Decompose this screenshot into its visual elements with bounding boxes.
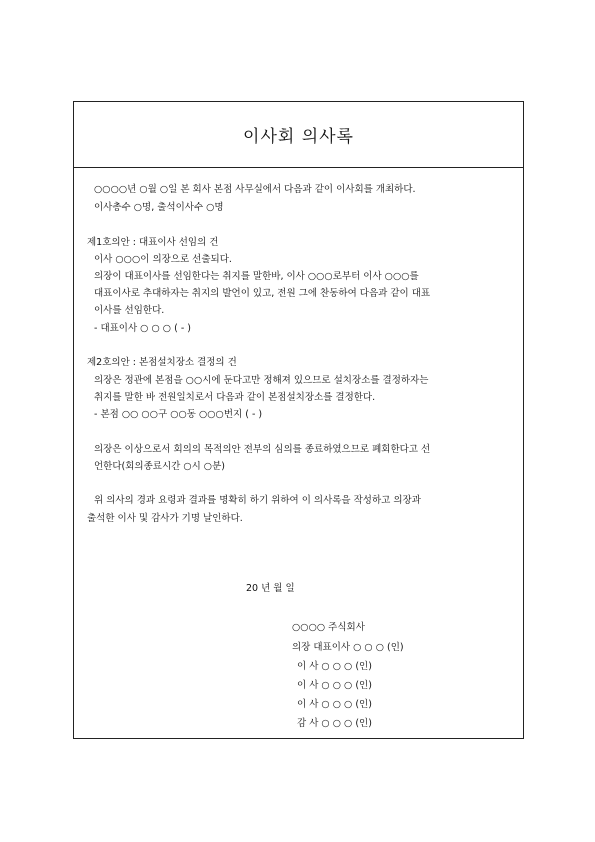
signature-chair: 의장 대표이사 ○ ○ ○ (인) bbox=[292, 642, 404, 653]
signature-director-2: 이 사 ○ ○ ○ (인) bbox=[297, 680, 372, 691]
agenda1-line-5: - 대표이사 ○ ○ ○ ( - ) bbox=[94, 323, 191, 334]
opening-line-2: 이사총수 ○명, 출석이사수 ○명 bbox=[94, 202, 224, 213]
agenda1-line-2: 의장이 대표이사를 선임한다는 취지를 말한바, 이사 ○○○로부터 이사 ○○○를 bbox=[94, 271, 419, 282]
closing-line-1: 의장은 이상으로서 회의의 목적의안 전부의 심의를 종료하였으므로 폐회한다고 선 bbox=[94, 444, 431, 455]
minutes-document bbox=[73, 101, 524, 739]
signature-director-1: 이 사 ○ ○ ○ (인) bbox=[297, 661, 372, 672]
agenda1-heading: 제1호의안 : 대표이사 선임의 건 bbox=[87, 237, 219, 248]
title-box bbox=[74, 102, 523, 168]
signature-auditor: 감 사 ○ ○ ○ (인) bbox=[297, 718, 372, 729]
date-line: 20 년 월 일 bbox=[246, 583, 295, 594]
agenda1-line-1: 이사 ○○○이 의장으로 선출되다. bbox=[94, 254, 232, 265]
agenda1-line-4: 이사를 선임한다. bbox=[94, 305, 165, 316]
agenda2-line-2: 취지를 말한 바 전원일치로서 다음과 같이 본점설치장소를 결정한다. bbox=[94, 392, 376, 403]
document-title: 이사회 의사록 bbox=[243, 127, 354, 147]
closing-line-2: 언한다(회의종료시간 ○시 ○분) bbox=[94, 461, 225, 472]
company-name: ○○○○ 주식회사 bbox=[292, 622, 365, 633]
statement-line-2: 출석한 이사 및 감사가 기명 날인하다. bbox=[87, 513, 243, 524]
agenda2-line-3: - 본점 ○○ ○○구 ○○동 ○○○번지 ( - ) bbox=[94, 409, 263, 420]
agenda2-heading: 제2호의안 : 본점설치장소 결정의 건 bbox=[87, 357, 237, 368]
agenda1-line-3: 대표이사로 추대하자는 취지의 발언이 있고, 전원 그에 찬동하여 다음과 같이 대표 bbox=[94, 288, 431, 299]
agenda2-line-1: 의장은 정관에 본점을 ○○시에 둔다고만 정해져 있으므로 설치장소를 결정하자는 bbox=[94, 375, 429, 386]
signature-director-3: 이 사 ○ ○ ○ (인) bbox=[297, 699, 372, 710]
opening-line-1: ○○○○년 ○월 ○일 본 회사 본점 사무실에서 다음과 같이 이사회를 개최하다. bbox=[94, 184, 416, 195]
statement-line-1: 위 의사의 경과 요령과 결과를 명확히 하기 위하여 이 의사록을 작성하고 의장과 bbox=[94, 495, 421, 506]
